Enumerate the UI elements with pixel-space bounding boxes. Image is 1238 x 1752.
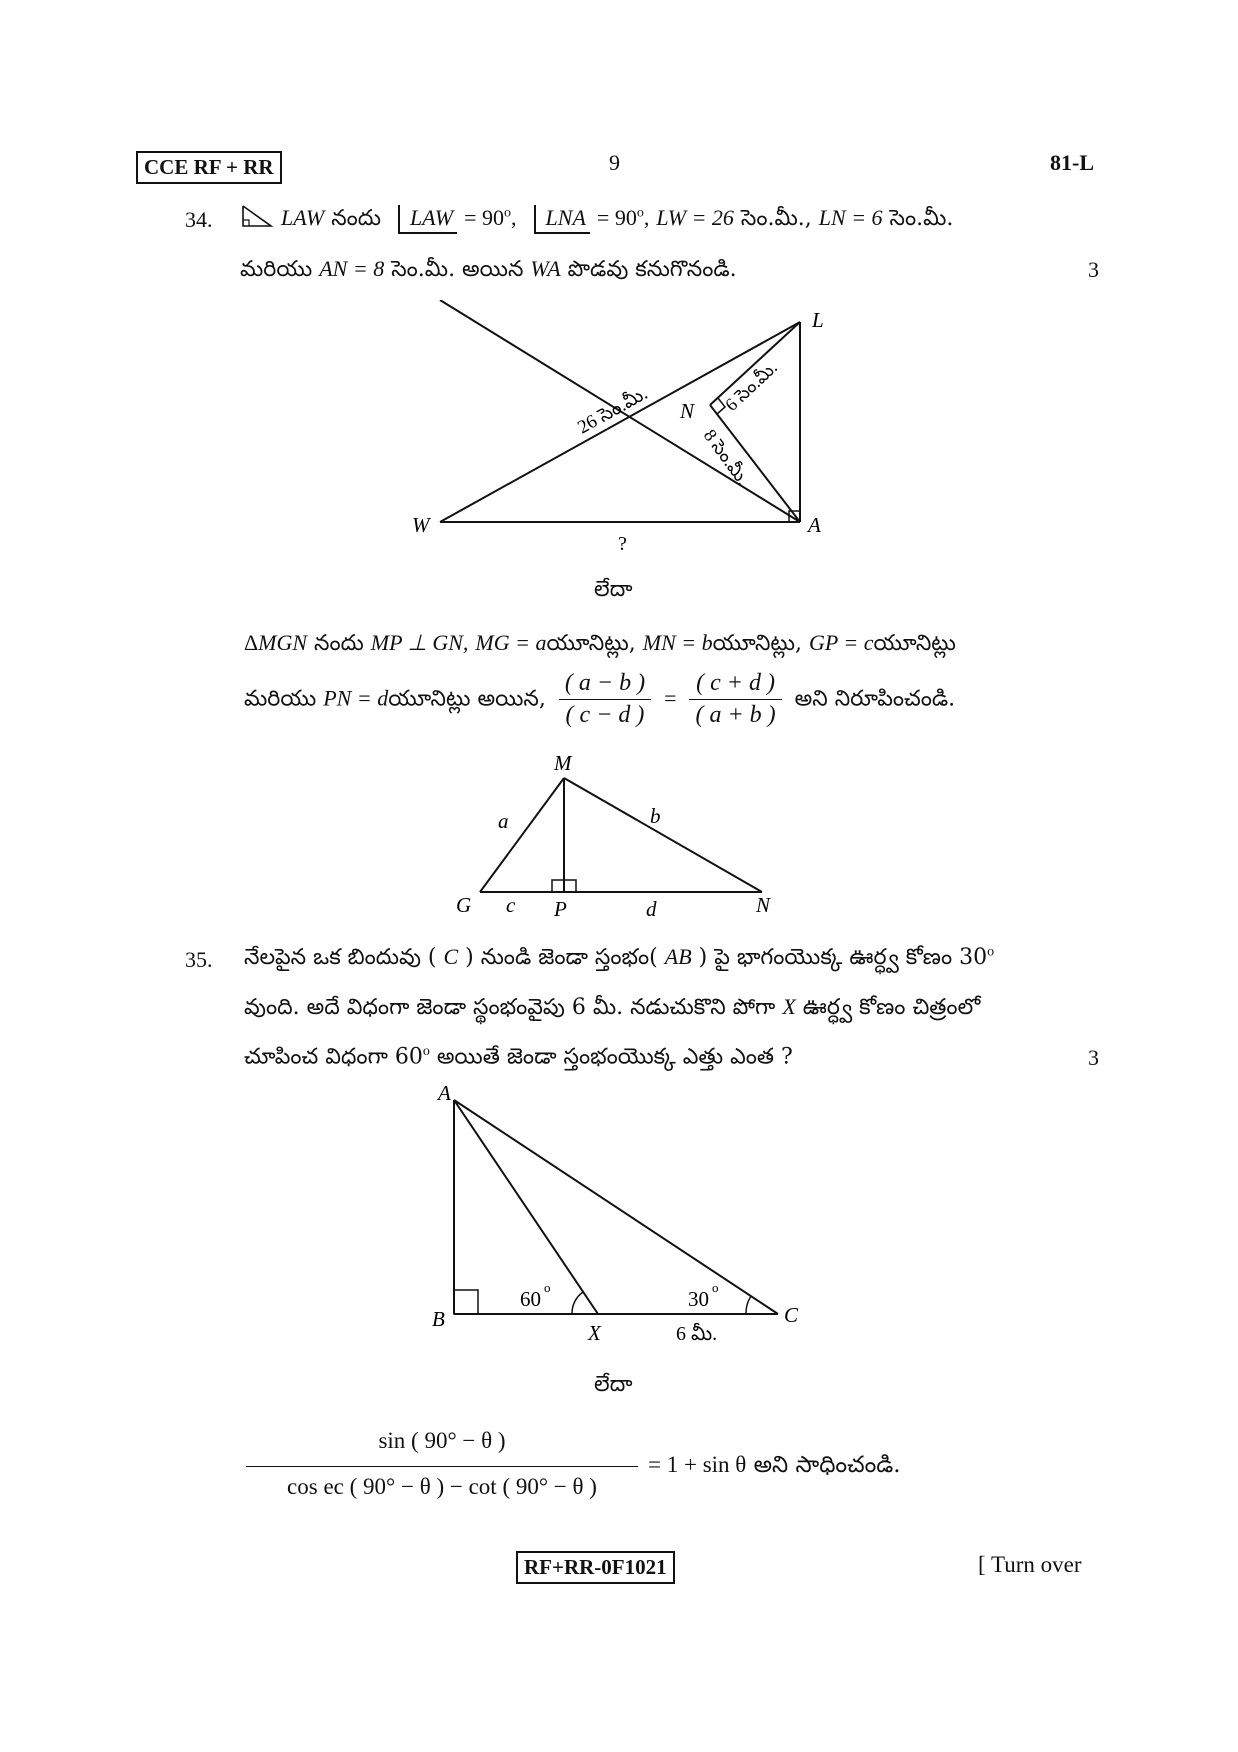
line-ac — [454, 1100, 778, 1314]
label-G: G — [456, 893, 472, 917]
q35-or: లేదా — [594, 1372, 633, 1397]
label-angle-30: 30 — [688, 1287, 709, 1311]
label-a: a — [498, 809, 509, 833]
q34-marks: 3 — [1088, 257, 1099, 282]
label-N2: N — [756, 893, 771, 917]
frac1-den: ( c − d ) — [565, 702, 645, 728]
alt2-equals: = — [664, 685, 677, 711]
frac1-num: ( a − b ) — [559, 670, 651, 700]
q35-x: X — [782, 994, 796, 1019]
side-mn — [564, 778, 762, 892]
label-W: W — [412, 513, 430, 537]
q35-alt-rhs — [648, 1452, 901, 1484]
frac2-den: ( a + b ) — [695, 702, 776, 728]
q34-line2-pre: మరియు — [240, 257, 313, 282]
q34-line2-post: పొడవు కనుగొనండి. — [567, 257, 737, 282]
q34-angle2: LNA — [545, 205, 586, 230]
q34-angle1-value: = 90 — [464, 205, 505, 230]
q34-triangle-name: LAW — [281, 205, 325, 230]
footer-turn-over: [ Turn over — [978, 1552, 1082, 1577]
label-side-26: 26 సెం.మీ. — [574, 383, 652, 439]
alt-mn-eq: MN = b — [642, 630, 713, 655]
label-A35: A — [438, 1081, 451, 1105]
header-left-label: CCE RF + RR — [136, 151, 282, 184]
label-A: A — [808, 513, 821, 537]
q34-figure — [400, 300, 840, 560]
label-angle-60: 60 — [520, 1287, 541, 1311]
alt2-pre: మరియు — [244, 686, 317, 712]
alt-units3: యూనిట్లు — [873, 631, 956, 656]
q35-l1-text1: నేలపైన ఒక బిందువు ( — [244, 945, 437, 970]
alt-mg-eq: MG = a — [475, 630, 547, 655]
q35-c: C — [443, 944, 459, 969]
q34-angle2-value: = 90 — [596, 205, 637, 230]
side-gm — [480, 778, 564, 892]
header-right-label: 81-L — [1050, 150, 1094, 175]
label-deg-30: o — [712, 1280, 719, 1295]
alt-mgn: MGN — [258, 630, 308, 655]
label-P: P — [554, 897, 567, 921]
label-side-6: 6 సెం.మీ. — [721, 357, 782, 415]
q35-l2-text2: ఊర్ధ్వ కోణం చిత్రంలో — [802, 995, 981, 1020]
alt2-pn-eq: PN = d — [323, 685, 389, 711]
alt-units1: యూనిట్లు, — [546, 631, 636, 656]
q35-l3-text1: చూపించ విధంగా 60 — [244, 1044, 423, 1070]
q35-deg1: o — [987, 944, 995, 960]
q35-alt-numerator: sin ( 90° − θ ) — [378, 1428, 506, 1453]
q34-cm1: సెం.మీ., — [740, 206, 812, 231]
alt2-post: అని నిరూపించండి. — [794, 686, 956, 712]
label-b: b — [650, 804, 661, 828]
q35-line1 — [244, 944, 994, 975]
q34-alt-line1 — [244, 630, 956, 661]
q34-angle1: LAW — [409, 205, 454, 230]
q35-ab: AB — [664, 944, 692, 969]
q35-alt-fraction-bar — [246, 1466, 638, 1467]
label-deg-60: o — [544, 1280, 551, 1295]
angle-arc-60-icon — [572, 1292, 583, 1314]
q34-or: లేదా — [594, 577, 633, 602]
label-6m: 6 మీ. — [676, 1323, 718, 1345]
q34-wa: WA — [530, 256, 561, 281]
q34-number: 34. — [185, 207, 213, 232]
alt-nandu: నందు — [314, 631, 364, 656]
label-side-8: 8 సెం.మీ. — [699, 425, 754, 489]
label-B35: B — [432, 1307, 445, 1331]
q35-l2-text1: వుంది. అదే విధంగా జెండా స్థంభంవైపు 6 మీ. నడుచుకొని పోగా — [244, 995, 776, 1020]
q34-line1: LAW నందు LAW = $90^o$, LNA = $90^o$, LW = 26 సెం.మీ., LN = 6 సెం.మీ. — [240, 204, 953, 236]
page-number: 9 — [609, 150, 620, 175]
label-C35: C — [784, 1303, 799, 1327]
triangle-symbol-icon — [240, 204, 274, 228]
footer-code: RF+RR-0F1021 — [516, 1551, 675, 1584]
q34-line2 — [240, 256, 737, 287]
angle-arc-30-icon — [746, 1296, 751, 1314]
label-X35: X — [588, 1321, 601, 1345]
alt-mp-perp: MP ⊥ GN, — [370, 630, 469, 655]
label-c: c — [506, 893, 516, 917]
q35-l1-text2: ) నుండి జెండా స్తంభం( — [465, 945, 658, 970]
q35-alt-denominator: cos ec ( 90° − θ ) − cot ( 90° − θ ) — [287, 1474, 597, 1499]
q35-deg2: o — [422, 1044, 430, 1059]
q35-number: 35. — [185, 947, 213, 972]
q34-in-word: నందు — [331, 206, 381, 231]
label-d: d — [646, 897, 657, 921]
q35-marks: 3 — [1088, 1045, 1099, 1070]
q35-line2 — [244, 994, 980, 1025]
q35-figure — [420, 1078, 820, 1348]
q34-ln-eq: LN = 6 — [818, 205, 883, 230]
line-ax — [454, 1100, 598, 1314]
q34-lw-eq: LW = 26 — [656, 205, 734, 230]
alt-gp-eq: GP = c — [809, 630, 874, 655]
alt-tri: Δ — [244, 630, 259, 655]
label-L: L — [812, 308, 824, 332]
right-angle-b-icon — [454, 1290, 478, 1314]
fraction-2 — [689, 670, 781, 729]
q34-an-eq: AN = 8 — [319, 256, 385, 281]
q34-line2-text: సెం.మీ. అయిన — [391, 257, 524, 282]
q34-alt-line2 — [244, 670, 955, 729]
frac2-num: ( c + d ) — [689, 670, 781, 700]
label-unknown: ? — [618, 533, 627, 555]
q35-l1-text3: ) పై భాగంయొక్క ఊర్ధ్వ కోణం 30 — [698, 945, 988, 970]
q34-cm2: సెం.మీ. — [889, 206, 954, 231]
label-M: M — [554, 751, 572, 775]
fraction-1 — [559, 670, 651, 729]
q34-alt-figure — [450, 750, 790, 925]
alt-units2: యూనిట్లు, — [712, 631, 802, 656]
q35-l3-text2: అయితే జెండా స్తంభంయొక్క ఎత్తు ఎంత ? — [436, 1044, 793, 1070]
q35-alt-rhs-text: = 1 + sin θ — [648, 1452, 747, 1477]
side-wl — [440, 322, 800, 522]
alt2-units: యూనిట్లు అయిన, — [388, 686, 546, 712]
q35-line3 — [244, 1044, 793, 1074]
label-N: N — [680, 399, 695, 423]
q35-alt-post: అని సాధించండి. — [753, 1452, 901, 1478]
